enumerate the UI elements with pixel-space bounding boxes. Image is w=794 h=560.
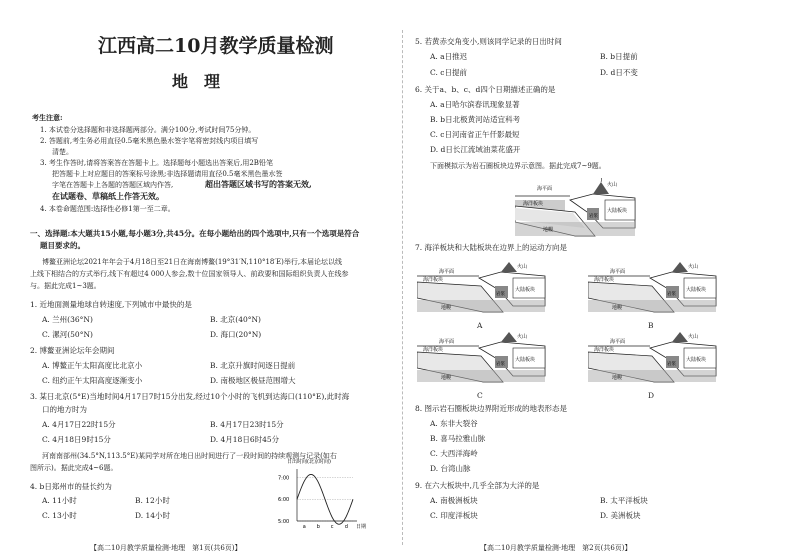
q4-option-b: B. 12小时 [135, 496, 170, 505]
passage-line: 与。据此完成1~3题。 [30, 282, 101, 290]
diagram-label-ocean: 海洋板块 [523, 201, 544, 207]
q5-option-c: C. c日提前 [430, 68, 467, 77]
diagram-label-continent: 大陆板块 [686, 357, 707, 363]
diagram-label-mantle: 地幔 [612, 375, 623, 381]
notice-emphasis: 在试题卷、草稿纸上作答无效。 [52, 191, 164, 201]
section-heading: 一、选择题:本大题共15小题,每小题3分,共45分。在每小题给出的四个选项中,只有一个选项是符合 [30, 229, 360, 238]
diagram-label-rock: 岩浆 [496, 362, 505, 367]
q8-option-a: A. 东非大裂谷 [430, 419, 478, 428]
q1-option-b: B. 北京(40°N) [210, 315, 261, 324]
q2-option-a: A. 博鳌正午太阳高度比北京小 [42, 361, 143, 370]
notice-line: 把答题卡上对应题目的答案标号涂黑;非选择题请用直径0.5毫米黑色墨水签 [52, 170, 283, 178]
q6-option-d: D. d日长江流域油菜花盛开 [430, 145, 521, 154]
plate-boundary-diagram [515, 178, 645, 240]
diagram-label-mantle: 地幔 [441, 375, 452, 381]
question-3-cont: 口的地方时为 [42, 405, 87, 414]
option-diagram-d[interactable] [588, 332, 718, 394]
q7-option-c[interactable]: C [477, 391, 483, 400]
diagram-label-ocean: 海洋板块 [594, 277, 615, 283]
question-3: 3. 某日北京(5°E)当地时间4月17日7时15分出发,经过10个小时的飞机到达海口(110°E),此时海 [30, 392, 350, 401]
diagram-label-mantle: 地幔 [441, 305, 452, 311]
diagram-label-volcano: 火山 [517, 334, 528, 340]
q2-option-d: D. 南极地区极昼范围增大 [210, 376, 296, 385]
option-diagram-a[interactable] [417, 262, 547, 324]
q5-option-b: B. b日提前 [600, 52, 638, 61]
chart-x-tick-label: d [344, 524, 348, 530]
diagram-label-volcano: 火山 [688, 334, 699, 340]
diagram-label-sea: 海平面 [610, 339, 626, 345]
left-footer: 【高二10月教学质量检测·地理 第1页(共6页)】 [90, 544, 242, 552]
passage-line: 下面模拟示为岩石圈板块边界示意图。据此完成7~9题。 [430, 162, 606, 170]
q6-option-a: A. a日哈尔滨春讯现象显著 [430, 100, 520, 109]
option-diagram-c[interactable] [417, 332, 547, 394]
diagram-label-sea: 海平面 [439, 269, 455, 275]
chart-x-tick-label: c [330, 524, 334, 530]
diagram-label-ocean: 海洋板块 [594, 347, 615, 353]
q4-option-a: A. 11小时 [42, 496, 77, 505]
diagram-label-continent: 大陆板块 [607, 208, 628, 214]
q9-option-a: A. 南极洲板块 [430, 496, 478, 505]
notice-title: 考生注意: [32, 113, 63, 122]
q9-option-b: B. 太平洋板块 [600, 496, 648, 505]
question-1: 1. 近地面测量地球自转速度,下列城市中最快的是 [30, 300, 192, 309]
q7-option-b[interactable]: B [648, 321, 654, 330]
page-divider [402, 30, 403, 545]
chart-y-tick-label: 5:00 [278, 518, 290, 525]
question-8: 8. 图示岩石圈板块边界附近形成的地表形态是 [415, 404, 568, 413]
diagram-label-ocean: 海洋板块 [423, 277, 444, 283]
q5-option-d: D. d日不变 [600, 68, 638, 77]
passage-line: 上线下相结合的方式举行,线下有超过4 000人参会,数十位国家领导人、前政要和国际组织负责人在线参 [30, 270, 349, 278]
question-9: 9. 在六大板块中,几乎全部为大洋的是 [415, 481, 540, 490]
passage-line: 河南南部州(34.5°N,113.5°E)某同学对所在地日出时间进行了一段时间的持续观测与记录(如右 [42, 452, 337, 460]
diagram-label-ocean: 海洋板块 [423, 347, 444, 353]
question-2: 2. 博鳌亚洲论坛年会期间 [30, 346, 115, 355]
diagram-label-continent: 大陆板块 [686, 287, 707, 293]
chart-x-tick-label: a [302, 524, 306, 530]
q4-option-d: D. 14小时 [135, 511, 171, 520]
q7-option-d[interactable]: D [648, 391, 655, 400]
chart-x-axis-label: 日期 [356, 524, 367, 530]
q6-option-c: C. c日河南省正午仟影最短 [430, 130, 520, 139]
q8-option-c: C. 大西洋海岭 [430, 449, 478, 458]
chart-title: 日出时间(北京时间) [287, 459, 331, 465]
q3-option-b: B. 4月17日23时15分 [210, 420, 284, 429]
chart-x-tick-label: b [316, 524, 320, 530]
q9-option-d: D. 美洲板块 [600, 511, 641, 520]
diagram-label-rock: 岩浆 [496, 292, 505, 297]
notice-line: 2. 答题前,考生务必用直径0.5毫米黑色墨水签字笔将密封线内项目填写 [40, 137, 259, 145]
q8-option-b: B. 喜马拉雅山脉 [430, 434, 486, 443]
option-diagram-b[interactable] [588, 262, 718, 324]
question-6: 6. 关于a、b、c、d四个日期描述正确的是 [415, 85, 556, 94]
passage-line: 图所示)。据此完成4~6题。 [30, 464, 118, 472]
notice-emphasis: 超出答题区域书写的答案无效, [205, 179, 312, 189]
q2-option-c: C. 纽约正午太阳高度逐渐变小 [42, 376, 143, 385]
diagram-label-volcano: 火山 [688, 264, 699, 270]
notice-line: 4. 本卷命题范围:选择性必修1第一至二章。 [40, 205, 175, 213]
q8-option-d: D. 台湾山脉 [430, 464, 471, 473]
q1-option-a: A. 兰州(36°N) [42, 315, 93, 324]
q5-option-a: A. a日推迟 [430, 52, 468, 61]
diagram-label-mantle: 地幔 [543, 227, 554, 233]
q2-option-b: B. 北京升旗时间逐日提前 [210, 361, 296, 370]
subject-title: 地 理 [172, 72, 221, 91]
q9-option-c: C. 印度洋板块 [430, 511, 478, 520]
sunrise-chart [275, 455, 375, 535]
q3-option-d: D. 4月18日6时45分 [210, 435, 280, 444]
passage-line: 博鳌亚洲论坛2021年年会于4月18日至21日在海南博鳌(19°31′N,110°18′E)举行,本届论坛以线 [42, 258, 343, 266]
question-4: 4. b日郑州市的昼长约为 [30, 482, 112, 491]
diagram-label-sea: 海平面 [610, 269, 626, 275]
q7-option-a[interactable]: A [477, 321, 483, 330]
diagram-label-continent: 大陆板块 [515, 287, 536, 293]
q3-option-a: A. 4月17日22时15分 [42, 420, 116, 429]
question-5: 5. 若黄赤交角变小,则该同学记录的日出时间 [415, 37, 562, 46]
diagram-label-volcano: 火山 [517, 264, 528, 270]
section-heading: 题目要求的。 [40, 241, 85, 250]
notice-line: 3. 考生作答时,请将答案答在答题卡上。选择题每小题选出答案后,用2B铅笔 [40, 159, 273, 167]
diagram-label-rock: 岩浆 [667, 292, 676, 297]
diagram-label-mantle: 地幔 [612, 305, 623, 311]
chart-y-tick-label: 7:00 [278, 475, 290, 482]
diagram-label-sea: 海平面 [537, 186, 553, 192]
q1-option-c: C. 漯河(50°N) [42, 330, 93, 339]
q3-option-c: C. 4月18日9时15分 [42, 435, 111, 444]
notice-line: 1. 本试卷分选择题和非选择题两部分。满分100分,考试时间75分钟。 [40, 126, 256, 134]
diagram-label-volcano: 火山 [607, 182, 618, 188]
diagram-label-sea: 海平面 [439, 339, 455, 345]
question-7: 7. 海洋板块和大陆板块在边界上的运动方向是 [415, 243, 568, 252]
diagram-label-rock: 岩浆 [667, 362, 676, 367]
diagram-label-continent: 大陆板块 [515, 357, 536, 363]
q1-option-d: D. 海口(20°N) [210, 330, 262, 339]
exam-title: 江西高二10月教学质量检测 [98, 35, 334, 57]
right-footer: 【高二10月教学质量检测·地理 第2页(共6页)】 [480, 544, 632, 552]
diagram-label-rock: 岩浆 [589, 214, 598, 219]
notice-line: 清楚。 [52, 148, 73, 156]
chart-y-tick-label: 6:00 [278, 497, 290, 504]
q4-option-c: C. 13小时 [42, 511, 77, 520]
q6-option-b: B. b日北极黄河站适宜科考 [430, 115, 521, 124]
notice-line: 字笔在答题卡上各题的答题区域内作答, [52, 181, 174, 189]
